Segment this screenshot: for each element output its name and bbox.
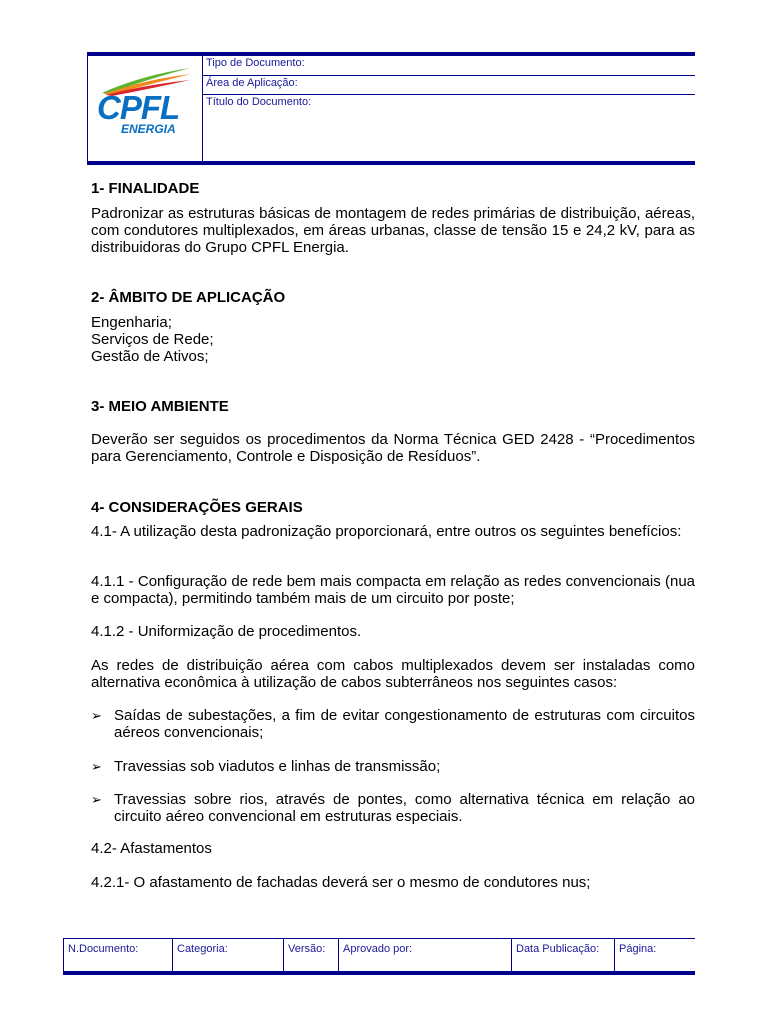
section-finalidade-text: Padronizar as estruturas básicas de montagem de redes primárias de distribuição, aéreas, com condutores multiplexados, em áreas urbanas, classe de tensão 15 e 24,2 kV, para as distribuidoras do Grupo CPFL Energia. (91, 205, 695, 256)
section-consideracoes-title: 4- CONSIDERAÇÕES GERAIS (91, 499, 303, 516)
paragraph-4-2: 4.2- Afastamentos (91, 840, 212, 857)
bullet-text: Saídas de subestações, a fim de evitar congestionamento de estruturas com circuitos aéreos convencionais; (114, 707, 695, 741)
ambito-item: Engenharia; (91, 314, 172, 331)
bullet-text: Travessias sobre rios, através de pontes, como alternativa técnica em relação ao circuito aéreo convencional em estruturas especiais. (114, 791, 695, 825)
section-ambito-title: 2- ÂMBITO DE APLICAÇÃO (91, 289, 286, 306)
paragraph-4-2-1: 4.2.1- O afastamento de fachadas deverá ser o mesmo de condutores nus; (91, 874, 591, 891)
footer-pagina: Página: (614, 939, 695, 971)
document-footer (63, 938, 695, 975)
tipo-documento-field: Tipo de Documento: (203, 56, 695, 76)
cpfl-logo (88, 56, 203, 161)
section-meio-ambiente-text: Deverão ser seguidos os procedimentos da Norma Técnica GED 2428 - “Procedimentos para Gerenciamento, Controle e Disposição de Resíduos”. (91, 431, 695, 465)
arrow-bullet-icon: ➢ (91, 759, 102, 774)
titulo-documento-field: Título do Documento: (206, 96, 312, 108)
list-item (91, 707, 695, 741)
paragraph-4-1-1: 4.1.1 - Configuração de rede bem mais compacta em relação as redes convencionais (nua e compacta), permitindo também mais de um circuito por poste; (91, 573, 695, 607)
footer-aprovado-por: Aprovado por: (338, 939, 513, 971)
paragraph-redes: As redes de distribuição aérea com cabos multiplexados devem ser instaladas como alternativa econômica à utilização de cabos subterrâneos nos seguintes casos: (91, 657, 695, 691)
paragraph-4-1: 4.1- A utilização desta padronização proporcionará, entre outros os seguintes benefícios: (91, 523, 682, 540)
section-finalidade-title: 1- FINALIDADE (91, 180, 200, 197)
list-item (91, 791, 695, 825)
arrow-bullet-icon: ➢ (91, 708, 102, 723)
bullet-text: Travessias sob viadutos e linhas de transmissão; (114, 758, 441, 775)
footer-n-documento: N.Documento: (63, 939, 172, 971)
document-header (87, 52, 695, 165)
area-aplicacao-field: Área de Aplicação: (203, 76, 695, 95)
list-item (91, 758, 695, 775)
logo-subtext: ENERGIA (121, 122, 176, 136)
footer-data-publicacao: Data Publicação: (511, 939, 615, 971)
ambito-item: Serviços de Rede; (91, 331, 214, 348)
logo-text: CPFL (97, 89, 180, 126)
paragraph-4-1-2: 4.1.2 - Uniformização de procedimentos. (91, 623, 362, 640)
footer-versao: Versão: (283, 939, 339, 971)
arrow-bullet-icon: ➢ (91, 792, 102, 807)
ambito-item: Gestão de Ativos; (91, 348, 209, 365)
section-meio-ambiente-title: 3- MEIO AMBIENTE (91, 398, 229, 415)
footer-categoria: Categoria: (172, 939, 346, 971)
